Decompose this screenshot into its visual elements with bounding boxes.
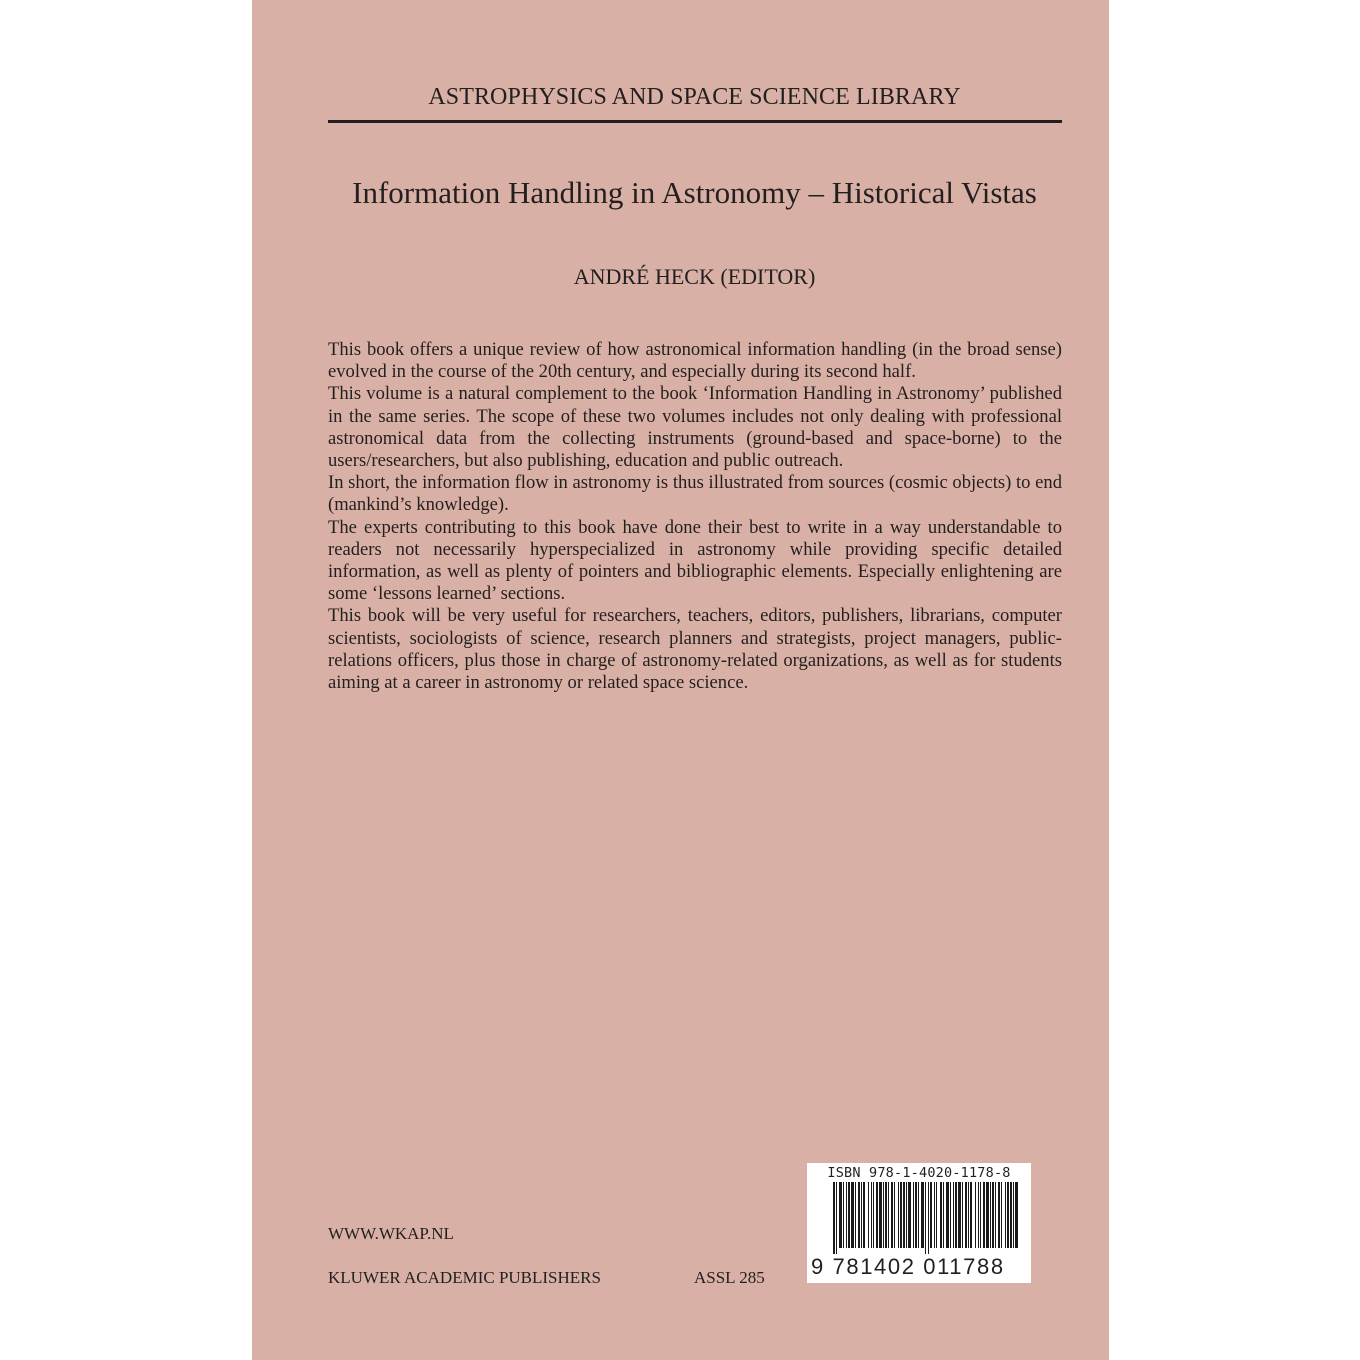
barcode-bar — [891, 1182, 893, 1248]
publisher-name: KLUWER ACADEMIC PUBLISHERS — [328, 1268, 601, 1287]
barcode-bar — [1015, 1182, 1018, 1248]
barcode-bar — [900, 1182, 902, 1248]
blurb-paragraph-3: In short, the information flow in astronomy is thus illustrated from sources (cosmic objects) to end (mankind’s knowledge). — [328, 472, 1062, 516]
barcode-bar — [928, 1182, 929, 1254]
barcode-bar — [946, 1182, 949, 1248]
barcode-bar — [1007, 1182, 1009, 1248]
blurb — [328, 339, 1062, 694]
barcode-bar — [1001, 1182, 1002, 1248]
isbn-label: ISBN 978-1-4020-1178-8 — [827, 1165, 1011, 1181]
barcode-bar — [879, 1182, 882, 1248]
barcode-bar — [843, 1182, 844, 1248]
barcode-bar — [908, 1182, 911, 1248]
barcode-bar — [898, 1182, 899, 1248]
barcode-bar — [921, 1182, 924, 1248]
barcode-bar — [925, 1182, 926, 1254]
series-name: ASTROPHYSICS AND SPACE SCIENCE LIBRARY — [428, 84, 961, 110]
barcode-bar — [934, 1182, 935, 1248]
barcode-bar — [1005, 1182, 1006, 1248]
barcode-bar — [1013, 1182, 1014, 1248]
barcode-bar — [930, 1182, 932, 1248]
barcode-bar — [915, 1182, 917, 1248]
barcode-bar — [975, 1182, 976, 1248]
blurb-paragraph-5: This book will be very useful for researchers, teachers, editors, publishers, librarians, computer scientists, sociologists of science, research planners and strategists, project managers, public-relations officers, plus those in charge of astronomy-related organizations, as well as for students aiming at a career in astronomy or related space science. — [328, 605, 1062, 694]
blurb-paragraph-2: This volume is a natural complement to the book ‘Information Handling in Astronomy’ published in the same series. The scope of these two volumes includes not only dealing with professional astronomical data from the collecting instruments (ground-based and space-borne) to the users/researchers, but also publishing, education and public outreach. — [328, 383, 1062, 472]
barcode-bar — [970, 1182, 972, 1248]
barcode-bar — [871, 1182, 872, 1248]
barcode-bar — [836, 1182, 837, 1254]
barcode-bar — [894, 1182, 895, 1248]
barcode-bar — [846, 1182, 847, 1248]
barcode-bar — [903, 1182, 905, 1248]
barcode-bar — [995, 1182, 996, 1248]
publisher-url: WWW.WKAP.NL — [328, 1224, 454, 1243]
barcode-bar — [861, 1182, 862, 1248]
series-number: ASSL 285 — [694, 1268, 765, 1287]
barcode-bar — [968, 1182, 969, 1248]
barcode-bar — [888, 1182, 889, 1248]
barcode-bar — [858, 1182, 860, 1248]
barcode-bar — [978, 1182, 979, 1248]
barcode-bar — [918, 1182, 919, 1248]
barcode-bar — [848, 1182, 850, 1248]
book-editor: ANDRÉ HECK (EDITOR) — [573, 264, 816, 289]
barcode-bar — [863, 1182, 865, 1248]
barcode-bar — [953, 1182, 954, 1248]
barcode-bar — [936, 1182, 937, 1248]
barcode-bar — [943, 1182, 944, 1248]
barcode-bar — [986, 1182, 989, 1248]
book-back-cover — [252, 0, 1109, 1360]
barcode — [807, 1163, 1031, 1283]
barcode-bar — [950, 1182, 951, 1248]
barcode-bars — [807, 1182, 1031, 1256]
barcode-bar — [839, 1182, 842, 1248]
series-divider — [328, 120, 1062, 123]
blurb-paragraph-1: This book offers a unique review of how astronomical information handling (in the broad sense) evolved in the course of the 20th century, and especially during its second half. — [328, 339, 1062, 383]
barcode-bar — [992, 1182, 994, 1248]
barcode-bar — [913, 1182, 914, 1248]
barcode-bar — [983, 1182, 985, 1248]
barcode-bar — [958, 1182, 961, 1248]
barcode-bar — [962, 1182, 963, 1248]
barcode-bar — [990, 1182, 991, 1248]
book-title: Information Handling in Astronomy – Historical Vistas — [352, 175, 1037, 210]
ean-digits: 9 781402 011788 — [811, 1254, 1005, 1279]
barcode-bar — [1010, 1182, 1012, 1248]
barcode-bar — [851, 1182, 854, 1248]
barcode-bar — [885, 1182, 887, 1248]
blurb-paragraph-4: The experts contributing to this book have done their best to write in a way understandable to readers not necessarily hyperspecialized in astronomy while providing specific detailed information, as well as plenty of pointers and bibliographic elements. Especially enlightening are some ‘lessons learned’ sections. — [328, 516, 1062, 605]
barcode-bar — [980, 1182, 981, 1248]
barcode-bar — [940, 1182, 942, 1248]
barcode-bar — [955, 1182, 957, 1248]
barcode-bar — [833, 1182, 835, 1254]
barcode-bar — [873, 1182, 874, 1248]
barcode-bar — [883, 1182, 884, 1248]
barcode-bar — [855, 1182, 856, 1248]
barcode-bar — [965, 1182, 967, 1248]
barcode-bar — [876, 1182, 878, 1248]
barcode-bar — [998, 1182, 1000, 1248]
barcode-bar — [868, 1182, 869, 1248]
barcode-bar — [906, 1182, 907, 1248]
